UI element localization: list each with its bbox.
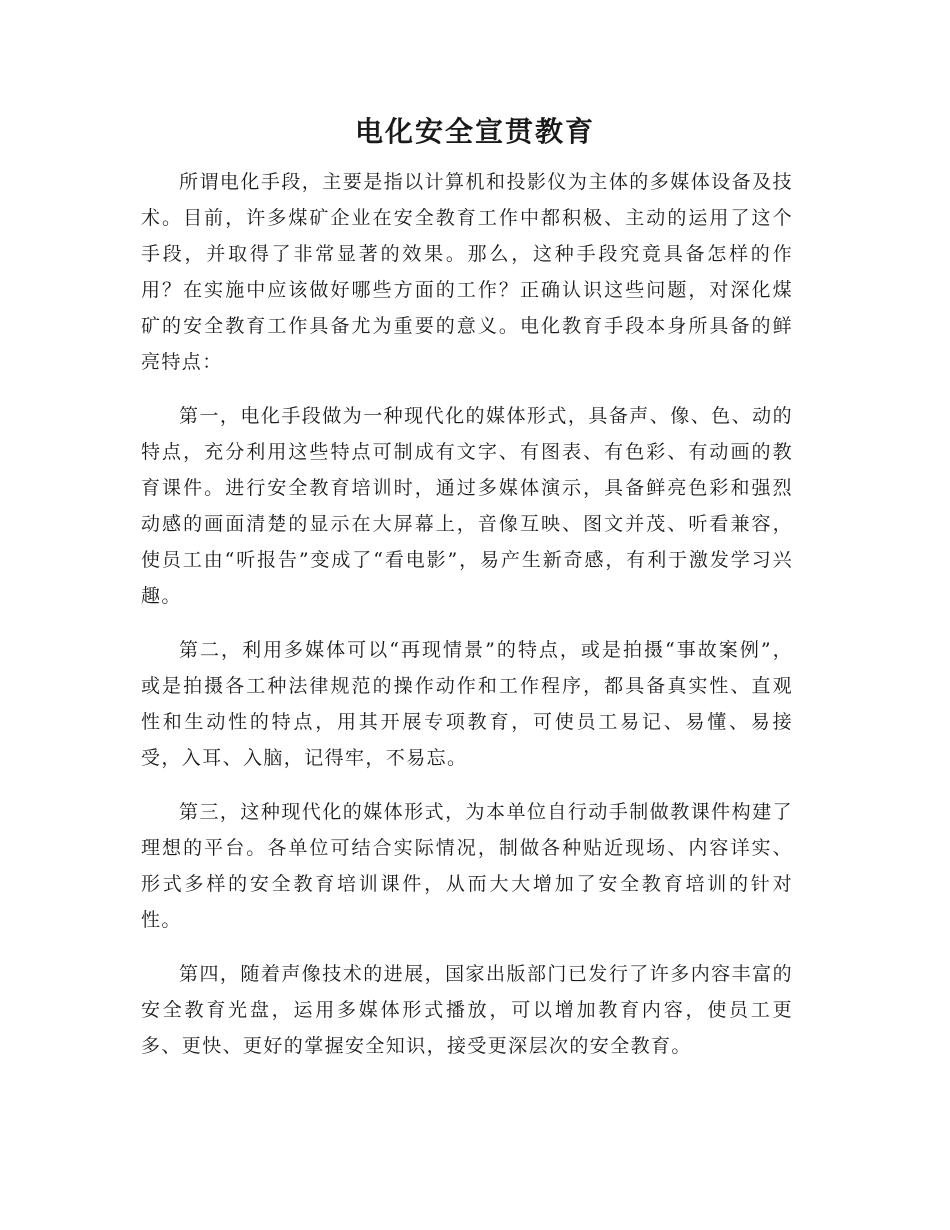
paragraph-fourth-point: 第四，随着声像技术的进展，国家出版部门已发行了许多内容丰富的安全教育光盘，运用多媒体形式播放，可以增加教育内容，使员工更多、更快、更好的掌握安全知识，接受更深层次的安全教育。 (141, 963, 793, 1057)
paragraph-intro: 所谓电化手段，主要是指以计算机和投影仪为主体的多媒体设备及技术。目前，许多煤矿企业在安全教育工作中都积极、主动的运用了这个手段，并取得了非常显著的效果。那么，这种手段究竟具备怎样的作用？在实施中应该做好哪些方面的工作？正确认识这些问题，对深化煤矿的安全教育工作具备尤为重要的意义。电化教育手段本身所具备的鲜亮特点： (141, 171, 793, 373)
paragraph-first-point: 第一，电化手段做为一种现代化的媒体形式，具备声、像、色、动的特点，充分利用这些特点可制成有文字、有图表、有色彩、有动画的教育课件。进行安全教育培训时，通过多媒体演示，具备鲜亮色彩和强烈动感的画面清楚的显示在大屏幕上，音像互映、图文并茂、听看兼容，使员工由“听报告”变成了“看电影”，易产生新奇感，有利于激发学习兴趣。 (141, 405, 793, 607)
paragraph-third-point: 第三，这种现代化的媒体形式，为本单位自行动手制做教课件构建了理想的平台。各单位可结合实际情况，制做各种贴近现场、内容详实、形式多样的安全教育培训课件，从而大大增加了安全教育培训的针对性。 (141, 801, 793, 931)
document-body (141, 164, 793, 1082)
document-title: 电化安全宣贯教育 (354, 115, 595, 148)
paragraph-second-point: 第二，利用多媒体可以“再现情景”的特点，或是拍摄“事故案例”，或是拍摄各工种法律规范的操作动作和工作程序，都具备真实性、直观性和生动性的特点，用其开展专项教育，可使员工易记、易懂、易接受，入耳、入脑，记得牢，不易忘。 (141, 639, 793, 769)
